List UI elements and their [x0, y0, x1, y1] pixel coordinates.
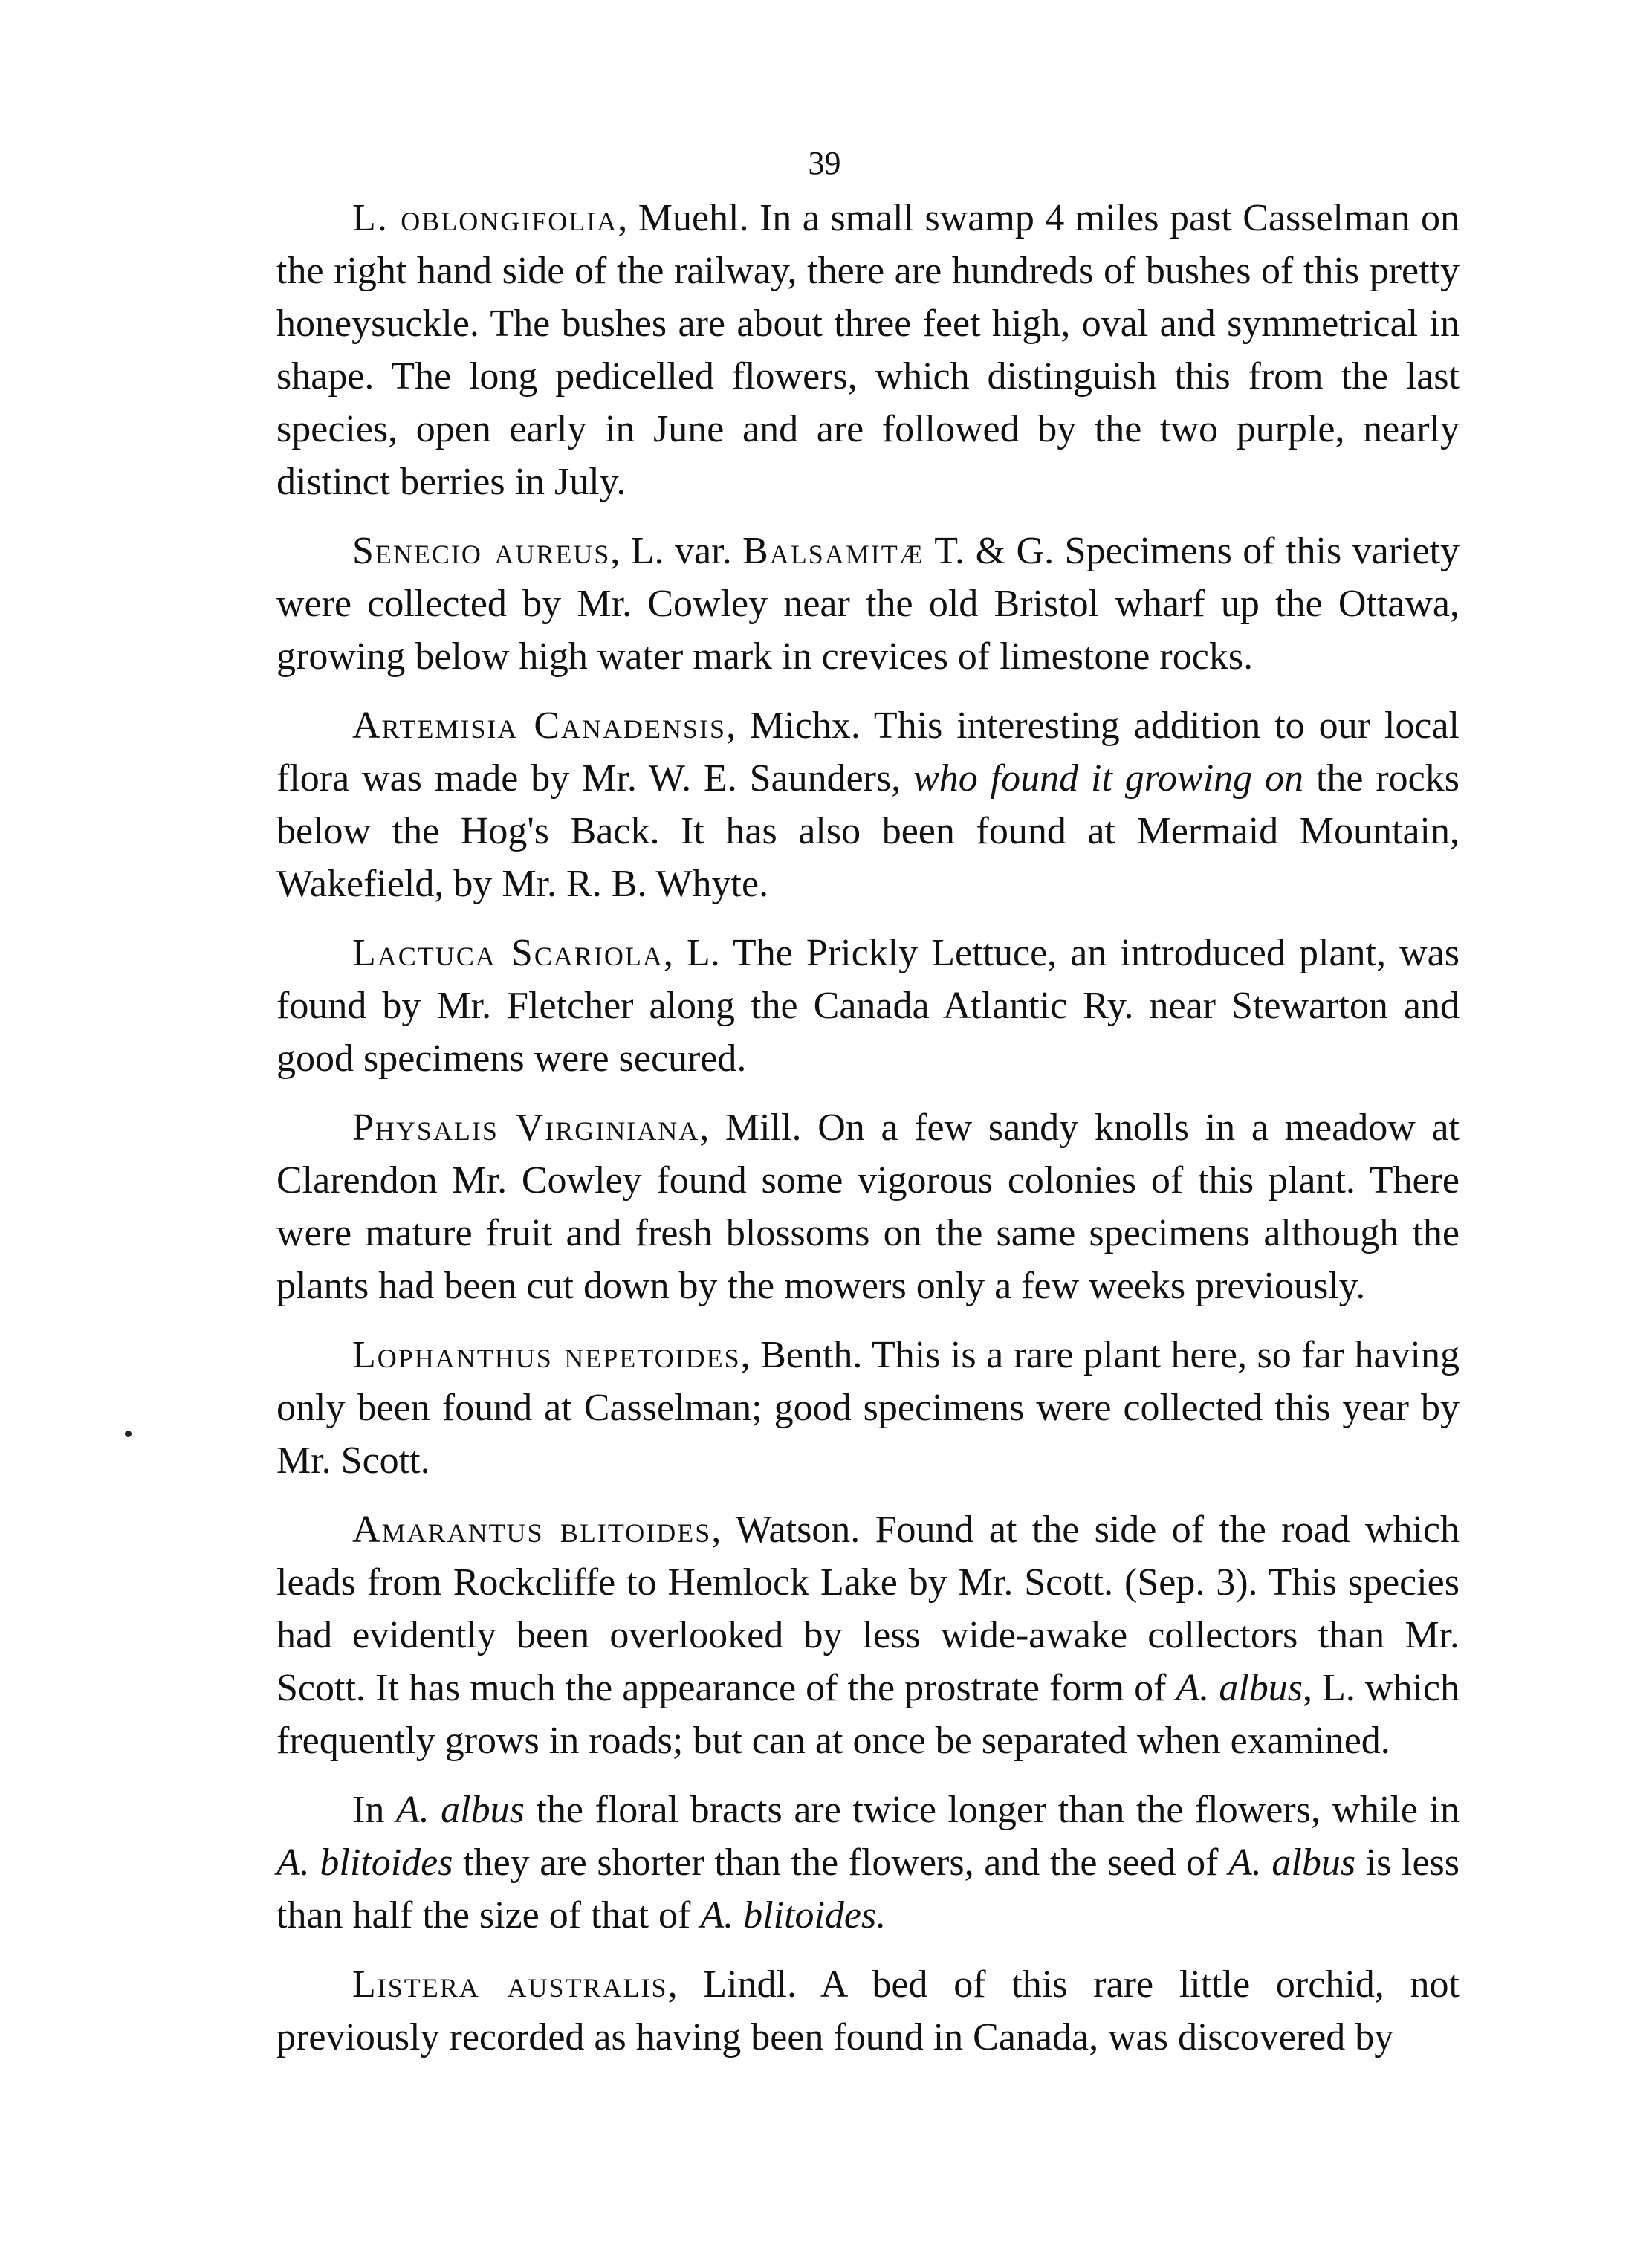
entry-text-continued: , L. which frequently grows in roads; but can at once be separated when examined.	[276, 1667, 1460, 1762]
entry-text-continued: the rocks below the Hog's Back. It has also been found at Mermaid Mountain, Wakefield, by Mr. R. B. Whyte.	[276, 757, 1460, 905]
entry-italic-text: A. albus	[1176, 1667, 1303, 1709]
comparison-text-4: is less than half the size of that of	[276, 1841, 1460, 1937]
species-author: , Mill.	[699, 1107, 802, 1149]
comparison-text-1: In	[352, 1789, 396, 1831]
variety-author: T. & G.	[924, 530, 1054, 572]
species-name: Senecio aureus	[352, 530, 611, 572]
margin-dot	[125, 1431, 132, 1437]
entry-amarantus-blitoides	[276, 1503, 1460, 1767]
entry-text: Specimens of this variety were collected by Mr. Cowley near the old Bristol wharf up the Ottawa, growing below high water mark in crevices of limestone rocks.	[276, 530, 1460, 678]
page-number: 39	[808, 145, 841, 181]
entry-lonicera-oblongifolia	[276, 192, 1460, 508]
entry-text: This interesting addition to our local flora was made by Mr. W. E. Saunders,	[276, 704, 1460, 800]
variety-name: Balsamitæ	[742, 530, 924, 572]
species-name: Physalis Virginiana	[352, 1107, 700, 1149]
species-author: , Watson.	[711, 1509, 861, 1551]
comparison-italic-1: A. albus	[395, 1789, 525, 1831]
comparison-italic-2: A. blitoides	[276, 1841, 453, 1884]
species-name: Artemisia Canadensis	[352, 704, 727, 747]
species-name: Lactuca Scariola	[352, 932, 664, 974]
entry-text: On a few sandy knolls in a meadow at Clarendon Mr. Cowley found some vigorous colonies of this plant. There were mature fruit and fresh blossoms on the same specimens although the plants had been cut down by the mowers only a few weeks previously.	[276, 1107, 1460, 1307]
entry-text: This is a rare plant here, so far having only been found at Casselman; good specimens were collected this year by Mr. Scott.	[276, 1334, 1460, 1482]
entry-lactuca-scariola	[276, 927, 1460, 1085]
text-column	[276, 192, 1460, 2080]
entry-text: A bed of this rare little orchid, not previously recorded as having been found in Canada, was discovered by	[276, 1963, 1460, 2058]
entry-italic-text: who found it growing on	[913, 757, 1304, 800]
species-author: , Benth.	[740, 1334, 863, 1376]
comparison-italic-3: A. albus	[1228, 1841, 1356, 1884]
comparison-text-2: the floral bracts are twice longer than the flowers, while in	[524, 1789, 1460, 1831]
species-author: , L. var.	[610, 530, 743, 572]
comparison-text-3: they are shorter than the flowers, and the seed of	[453, 1841, 1229, 1884]
entry-listera-australis	[276, 1958, 1460, 2064]
species-author: , Michx.	[726, 704, 861, 747]
comparison-italic-4: A. blitoides.	[700, 1894, 887, 1937]
species-author: , Muehl.	[618, 197, 749, 239]
species-author: , L.	[663, 932, 720, 974]
species-name: Amarantus blitoides	[352, 1509, 712, 1551]
entry-physalis-virginiana	[276, 1101, 1460, 1312]
entry-lophanthus-nepetoides	[276, 1329, 1460, 1487]
entry-artemisia-canadensis	[276, 699, 1460, 910]
entry-amarantus-comparison	[276, 1783, 1460, 1942]
entry-senecio-aureus	[276, 525, 1460, 683]
entry-text: The Prickly Lettuce, an introduced plant, was found by Mr. Fletcher along the Canada Atlantic Ry. near Stewarton and good specimens were secured.	[276, 932, 1460, 1080]
species-name: Lophanthus nepetoides	[352, 1334, 741, 1376]
entry-text: In a small swamp 4 miles past Casselman on the right hand side of the railway, there are hundreds of bushes of this pretty honeysuckle. The bushes are about three feet high, oval and symmetrical in shape. The long pedicelled flowers, which distinguish this from the last species, open early in June and are followed by the two purple, nearly distinct berries in July.	[276, 197, 1460, 503]
species-name: L. oblongifolia	[352, 197, 618, 239]
species-author: , Lindl.	[667, 1963, 797, 2006]
species-name: Listera australis	[352, 1963, 668, 2006]
entry-text: Found at the side of the road which leads from Rockcliffe to Hemlock Lake by Mr. Scott. (Sep. 3). This species had evidently been overlooked by less wide-awake collectors than Mr. Scott. It has much the appearance of the prostrate form of	[276, 1509, 1460, 1709]
